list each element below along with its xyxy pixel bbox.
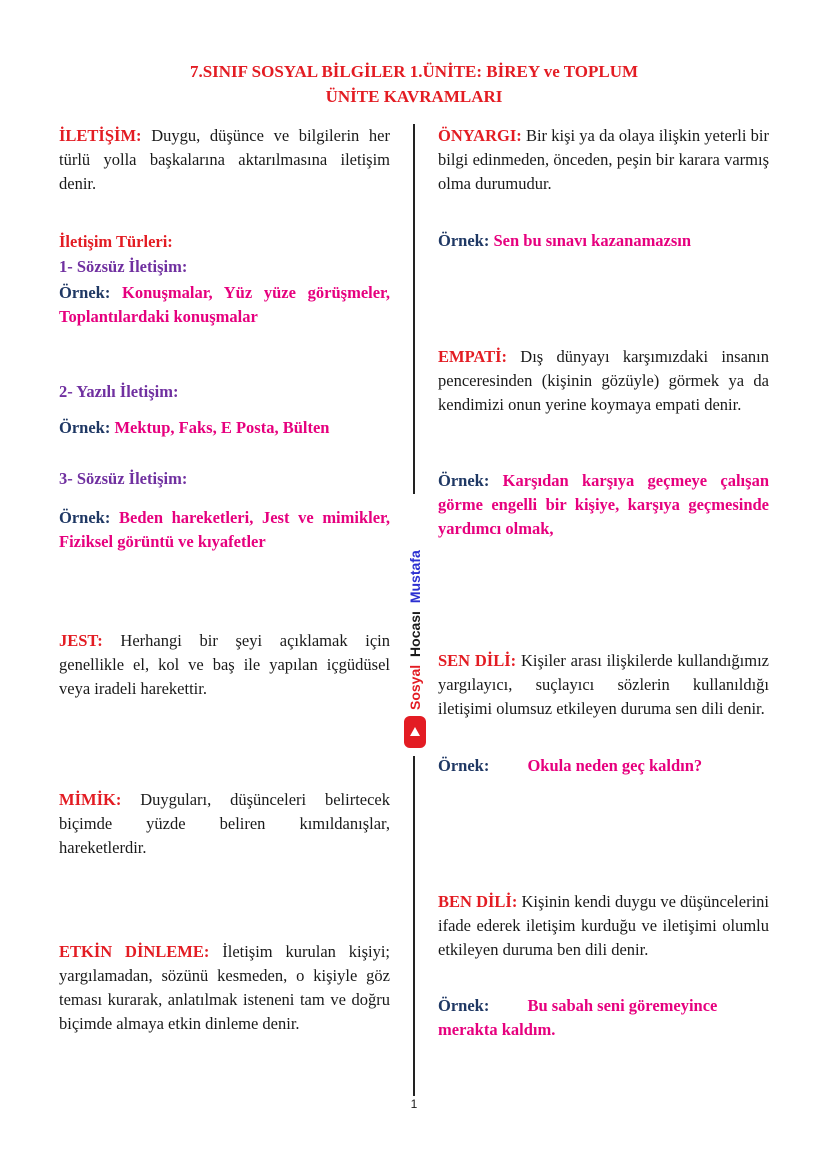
example-label: Örnek: (59, 283, 111, 302)
example-text: Okula neden geç kaldın? (527, 756, 703, 775)
definition-text: Kişinin kendi duygu ve düşüncelerini ifade ederek iletişim kurduğu ve iletişimi olumlu etkileyen duruma ben dili denir. (438, 892, 769, 959)
column-divider-bottom (413, 756, 415, 1096)
definition-text: İletişim kurulan kişiyi; yargılamadan, sözünü kesmeden, o kişiyle göz teması kurarak, anlatılmak isteneni tam ve doğru biçimde almaya etkin dinleme denir. (59, 942, 391, 1033)
definition-text: Herhangi bir şeyi açıklamak için genellikle el, kol ve baş ile yapılan içgüdüsel veya iradeli harekettir. (59, 631, 390, 698)
term-ben-dili: BEN DİLİ: (438, 892, 518, 911)
page-number: 1 (410, 1097, 418, 1111)
type-1-name: 1- Sözsüz İletişim: (59, 257, 188, 276)
etkin-dinleme-definition (59, 940, 390, 1036)
sen-dili-example (438, 754, 769, 778)
example-text: Konuşmalar, Yüz yüze görüşmeler, Toplantılardaki konuşmalar (59, 283, 390, 326)
example-text: Karşıdan karşıya geçmeye çalışan görme engelli bir kişiye, karşıya geçmesinde yardımcı olmak, (438, 471, 769, 538)
page-title: 7.SINIF SOSYAL BİLGİLER 1.ÜNİTE: BİREY ve TOPLUM (189, 62, 639, 81)
sen-dili-definition (438, 649, 769, 721)
example-label: Örnek: (438, 471, 490, 490)
empati-definition (438, 345, 769, 417)
jest-definition (59, 629, 390, 701)
example-label: Örnek: (438, 996, 490, 1015)
mimik-definition (59, 788, 390, 860)
example-label: Örnek: (438, 231, 490, 250)
example-text: Sen bu sınavı kazanamazsın (493, 231, 692, 250)
iletisim-definition (59, 124, 390, 196)
onyargi-definition (438, 124, 769, 196)
example-text: Bu sabah seni göremeyince merakta kaldım. (438, 996, 718, 1039)
definition-text: Kişiler arası ilişkilerde kullandığımız yargılayıcı, suçlayıcı sözlerin kullanıldığı iletişimi olumsuz etkileyen duruma sen dili denir. (438, 651, 770, 718)
term-etkin-dinleme: ETKİN DİNLEME: (59, 942, 210, 961)
definition-text: Duyguları, düşünceleri belirtecek biçimde yüzde beliren kımıldanışlar, hareketlerdir. (59, 790, 391, 857)
type-2-example (59, 416, 390, 440)
example-text: Beden hareketleri, Jest ve mimikler, Fiziksel görüntü ve kıyafetler (59, 508, 390, 551)
term-sen-dili: SEN DİLİ: (438, 651, 517, 670)
example-text: Mektup, Faks, E Posta, Bülten (114, 418, 330, 437)
example-label: Örnek: (59, 508, 111, 527)
ben-dili-example (438, 994, 769, 1042)
definition-text: Bir kişi ya da olaya ilişkin yeterli bir bilgi edinmeden, önceden, peşin bir karara varmış olma durumudur. (438, 126, 769, 193)
term-mimik: MİMİK: (59, 790, 122, 809)
brand-word-1: Sosyal (407, 664, 423, 710)
term-empati: EMPATİ: (438, 347, 508, 366)
ben-dili-definition (438, 890, 769, 962)
definition-text: Dış dünyayı karşımızdaki insanın penceresinden (kişinin gözüyle) görmek ya da kendimizi onun yerine koymaya empati denir. (438, 347, 770, 414)
term-onyargi: ÖNYARGI: (438, 126, 522, 145)
example-label: Örnek: (59, 418, 111, 437)
type-1-example (59, 281, 390, 329)
brand-word-3: Mustafa (407, 550, 423, 604)
iletisim-turleri-heading: İletişim Türleri: (59, 232, 173, 251)
type-2-name: 2- Yazılı İletişim: (59, 382, 179, 401)
empati-example (438, 469, 769, 541)
type-3-example (59, 506, 390, 554)
page-subtitle: ÜNİTE KAVRAMLARI (325, 87, 503, 106)
example-label: Örnek: (438, 756, 490, 775)
term-jest: JEST: (59, 631, 103, 650)
column-divider-top (413, 124, 415, 494)
type-3-name: 3- Sözsüz İletişim: (59, 469, 188, 488)
brand-word-2: Hocası (407, 611, 423, 657)
definition-text: Duygu, düşünce ve bilgilerin her türlü yolla başkalarına aktarılmasına iletişim denir. (59, 126, 391, 193)
svg-text:Sosyal Hocası Must (407, 550, 423, 710)
onyargi-example (438, 229, 769, 253)
brand-logo (402, 500, 426, 750)
term-iletisim: İLETİŞİM: (59, 126, 142, 145)
